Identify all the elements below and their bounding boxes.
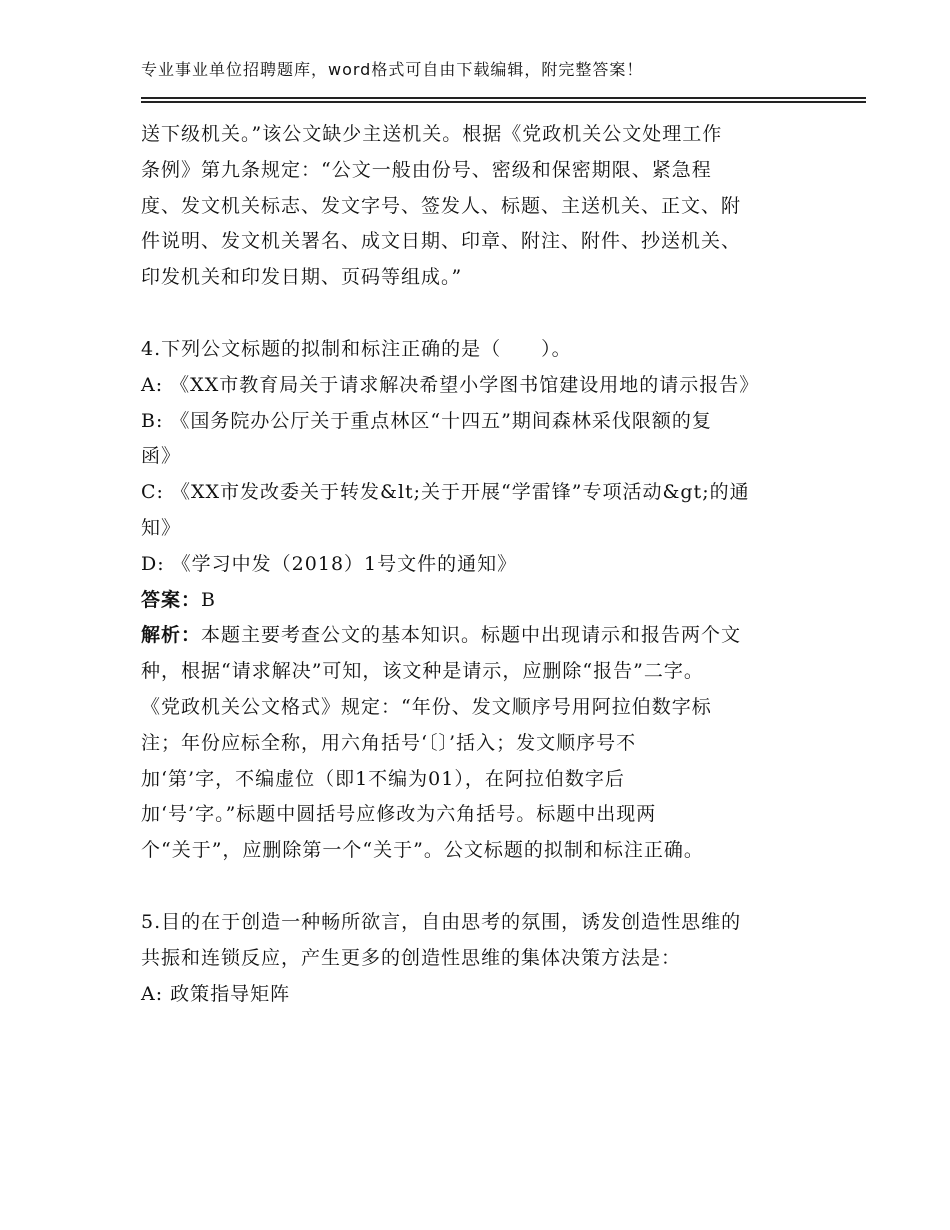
analysis-line: 注；年份应标全称，用六角括号‘〔〕’括入；发文顺序号不 — [141, 731, 637, 754]
question-4-option-a: A: 《XX市教育局关于请求解决希望小学图书馆建设用地的请示报告》 — [141, 373, 760, 396]
question-5 — [141, 905, 821, 1012]
analysis-line: 《党政机关公文格式》规定：“年份、发文顺序号用阿拉伯数字标 — [141, 695, 712, 718]
header-rule-bottom — [141, 101, 866, 103]
analysis-line: 加‘号’字。”标题中圆括号应修改为六角括号。标题中出现两 — [141, 803, 657, 826]
spacer — [141, 869, 821, 905]
question-5-stem-line1: 5.目的在于创造一种畅所欲言，自由思考的氛围，诱发创造性思维的 — [141, 910, 742, 933]
analysis-line: 个“关于”，应删除第一个“关于”。公文标题的拟制和标注正确。 — [141, 839, 704, 862]
intro-paragraph — [141, 117, 821, 296]
header-rule-top — [141, 97, 866, 99]
document-body — [141, 117, 821, 1012]
question-4-option-b-line2: 函》 — [141, 445, 182, 468]
question-4-option-d: D: 《学习中发（2018）1号文件的通知》 — [141, 552, 518, 575]
question-5-stem-line2: 共振和连锁反应，产生更多的创造性思维的集体决策方法是： — [141, 946, 682, 969]
answer-value: B — [201, 588, 216, 611]
question-4-option-c-line1: C: 《XX市发改委关于转发&lt;关于开展“学雷锋”专项活动&gt;的通 — [141, 481, 750, 504]
intro-line: 印发机关和印发日期、页码等组成。” — [141, 266, 463, 289]
answer-label: 答案： — [141, 588, 202, 611]
page-header: 专业事业单位招聘题库，word格式可自由下载编辑，附完整答案！ — [141, 60, 644, 79]
question-4-analysis-line1 — [141, 618, 821, 654]
question-4 — [141, 332, 821, 869]
analysis-label: 解析： — [141, 624, 202, 647]
intro-line: 条例》第九条规定：“公文一般由份号、密级和保密期限、紧急程 — [141, 158, 712, 181]
intro-line: 送下级机关。”该公文缺少主送机关。根据《党政机关公文处理工作 — [141, 123, 723, 145]
question-4-answer — [141, 583, 821, 619]
intro-line: 度、发文机关标志、发文字号、签发人、标题、主送机关、正文、附 — [141, 194, 742, 217]
analysis-text: 本题主要考查公文的基本知识。标题中出现请示和报告两个文 — [201, 624, 742, 647]
spacer — [141, 296, 821, 332]
analysis-line: 种，根据“请求解决”可知，该文种是请示，应删除“报告”二字。 — [141, 660, 704, 683]
question-4-option-c-line2: 知》 — [141, 516, 182, 539]
question-4-stem: 4.下列公文标题的拟制和标注正确的是（ ）。 — [141, 337, 572, 360]
question-5-option-a: A: 政策指导矩阵 — [141, 982, 291, 1005]
question-4-option-b-line1: B: 《国务院办公厅关于重点林区“十四五”期间森林采伐限额的复 — [141, 409, 712, 432]
analysis-line: 加‘第’字，不编虚位（即1不编为01），在阿拉伯数字后 — [141, 767, 625, 790]
intro-line: 件说明、发文机关署名、成文日期、印章、附注、附件、抄送机关、 — [141, 230, 742, 253]
